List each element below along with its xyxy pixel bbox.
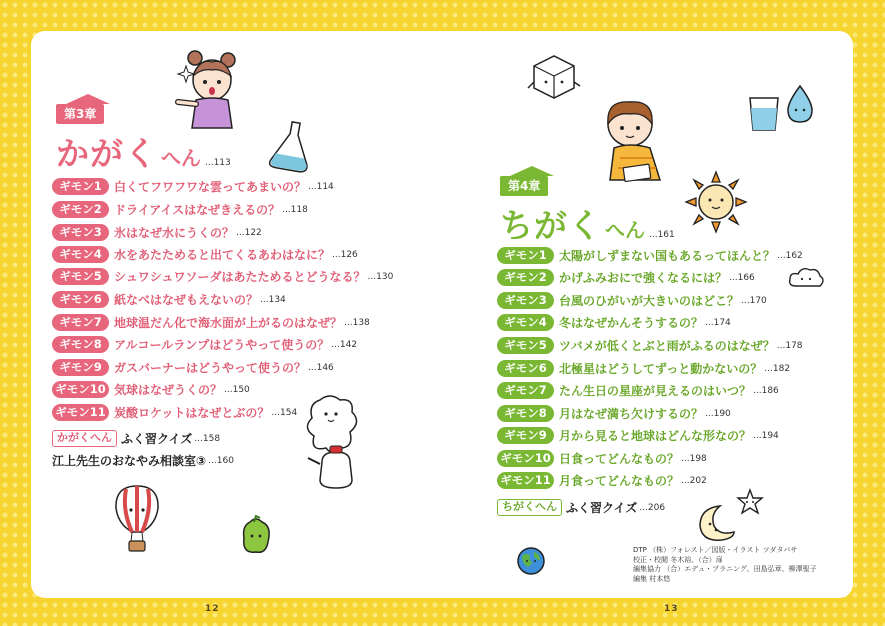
chapter-title-suffix: へん [605,218,645,242]
chapter-title [56,128,231,175]
page-number: ...198 [681,453,707,464]
question-text: ガスバーナーはどうやって使うの？ [114,361,307,375]
toc-item[interactable] [52,314,370,331]
question-tag: ギモン2 [52,201,109,218]
quiz-tag: ちがくへん [497,499,562,516]
question-tag: ギモン8 [497,405,554,422]
small-cloud-icon [788,266,824,290]
question-text: 地球温だん化で海水面が上がるのはなぜ？ [114,316,343,330]
chapter-label: 第4章 [508,179,541,193]
sun-character [686,172,746,232]
chapter-title-page: ...161 [649,230,675,240]
question-tag: ギモン1 [52,178,109,195]
quiz-label: ふく習クイズ [121,432,193,446]
question-text: たん生日の星座が見えるのはいつ？ [559,384,752,398]
question-tag: ギモン11 [497,472,554,489]
chapter-title-suffix: へん [161,146,201,170]
question-text: 北極星はどうしてずっと動かないの？ [559,362,763,376]
glass-of-water-icon [744,92,784,134]
chapter-label: 第3章 [64,107,97,121]
question-tag: ギモン9 [52,359,109,376]
question-text: 冬はなぜかんそうするの？ [559,316,704,330]
toc-item[interactable] [52,404,297,421]
question-text: 白くてフワフワな雲ってあまいの？ [114,180,307,194]
question-text: 気球はなぜうくの？ [114,383,223,397]
toc-item[interactable] [497,472,707,489]
toc-item[interactable] [497,292,767,309]
toc-item[interactable] [52,201,308,218]
question-tag: ギモン6 [497,360,554,377]
question-tag: ギモン11 [52,404,109,421]
page-number: ...178 [776,340,803,351]
question-tag: ギモン7 [52,314,109,331]
question-text: 水をあたためると出てくるあわはなに？ [114,248,331,262]
toc-item[interactable] [52,381,250,398]
chapter-title-main: ちがく [500,206,602,245]
page-number: ...126 [332,249,358,260]
toc-item[interactable] [52,246,358,263]
consult-entry[interactable] [52,452,234,469]
question-tag: ギモン5 [497,337,554,354]
quiz-page: ...206 [639,502,666,513]
hot-air-balloon-icon [112,484,162,554]
toc-item[interactable] [497,427,779,444]
star-character [736,488,764,516]
page-folio-right: 13 [664,604,679,614]
toc-item[interactable] [52,224,262,241]
pepper-icon [236,514,276,556]
page-number: ...190 [705,408,731,419]
toc-item[interactable] [52,291,286,308]
moon-character [694,502,736,544]
toc-item[interactable] [497,314,731,331]
question-text: アルコールランプはどうやって使うの？ [114,338,330,352]
page-number: ...162 [777,250,803,261]
toc-item[interactable] [497,337,803,354]
question-tag: ギモン8 [52,336,109,353]
question-text: 月から見ると地球はどんな形なの？ [559,429,752,443]
chapter-title-main: かがく [56,134,158,173]
question-tag: ギモン3 [497,292,554,309]
question-text: 太陽がしずまない国もあるってほんと？ [559,249,776,263]
page-number: ...118 [282,204,308,215]
consult-page: ...160 [208,455,234,466]
toc-item[interactable] [497,382,779,399]
page-number: ...146 [308,362,334,373]
quiz-tag: かがくへん [52,430,117,447]
page-number: ...122 [236,227,262,238]
credit-line: 校正・校閲 冬木裕、（合）扉 [633,555,723,564]
question-text: 日食ってどんなもの？ [559,452,680,466]
page-number: ...194 [753,430,779,441]
page-number: ...134 [260,294,286,305]
question-tag: ギモン5 [52,268,109,285]
question-tag: ギモン3 [52,224,109,241]
boy-illustration [596,98,674,188]
quiz-page: ...158 [194,433,221,444]
question-text: 台風のひがいが大きいのはどこ？ [559,294,740,308]
page-number: ...142 [331,339,358,350]
page-number: ...130 [367,271,394,282]
question-text: 氷はなぜ水にうくの？ [114,226,235,240]
page-number: ...166 [729,272,755,283]
question-tag: ギモン2 [497,269,554,286]
page-number: ...186 [753,385,779,396]
page-number: ...150 [224,384,250,395]
girl-illustration [170,50,250,130]
toc-item[interactable] [497,247,803,264]
toc-item[interactable] [497,450,707,467]
chapter-badge [56,104,104,124]
cloud-character [300,392,370,492]
question-tag: ギモン7 [497,382,554,399]
water-drop-icon [784,84,816,124]
question-text: かげふみおにで強くなるには？ [559,271,728,285]
quiz-label: ふく習クイズ [566,501,638,515]
question-text: 炭酸ロケットはなぜとぶの？ [114,406,270,420]
question-text: 月はなぜ満ち欠けするの？ [559,407,704,421]
question-text: 月食ってどんなもの？ [559,474,680,488]
toc-item[interactable] [52,359,334,376]
earth-icon [516,546,546,576]
question-tag: ギモン4 [497,314,554,331]
question-tag: ギモン6 [52,291,109,308]
question-tag: ギモン10 [497,450,554,467]
credits [633,546,817,584]
chapter-title-page: ...113 [205,158,231,168]
consult-label: 江上先生のおなやみ相談室③ [52,454,207,468]
page-number: ...154 [271,407,298,418]
quiz-entry[interactable] [52,430,220,447]
chapter-title [500,200,675,247]
toc-item[interactable] [52,336,357,353]
credit-line: 編集 村本悠 [633,574,671,583]
question-tag: ギモン10 [52,381,109,398]
page-number: ...202 [681,475,707,486]
question-text: ツバメが低くとぶと雨がふるのはなぜ？ [559,339,775,353]
flask-icon [266,118,316,174]
page-number: ...138 [344,317,370,328]
page-folio-left: 12 [205,604,220,614]
ice-cube-character [526,48,582,104]
toc-item[interactable] [52,268,393,285]
credit-line: 編集協力 （合）エデュ・プラニング、田島弘章、柳澤聖子 [633,565,817,573]
chapter-badge [500,176,548,196]
question-text: ドライアイスはなぜきえるの？ [114,203,281,217]
page-number: ...170 [741,295,767,306]
question-tag: ギモン4 [52,246,109,263]
page-number: ...174 [705,317,731,328]
quiz-entry[interactable] [497,499,665,516]
toc-item[interactable] [52,178,334,195]
question-text: シュワシュワソーダはあたためるとどうなる？ [114,270,366,284]
question-tag: ギモン9 [497,427,554,444]
toc-item[interactable] [497,360,790,377]
question-text: 紙なべはなぜもえないの？ [114,293,259,307]
credit-line: DTP （株）フォレスト／図版・イラスト ツダタバサ [633,546,798,554]
page-number: ...182 [764,363,791,374]
toc-item[interactable] [497,405,731,422]
question-tag: ギモン1 [497,247,554,264]
toc-item[interactable] [497,269,755,286]
page-number: ...114 [308,181,334,192]
